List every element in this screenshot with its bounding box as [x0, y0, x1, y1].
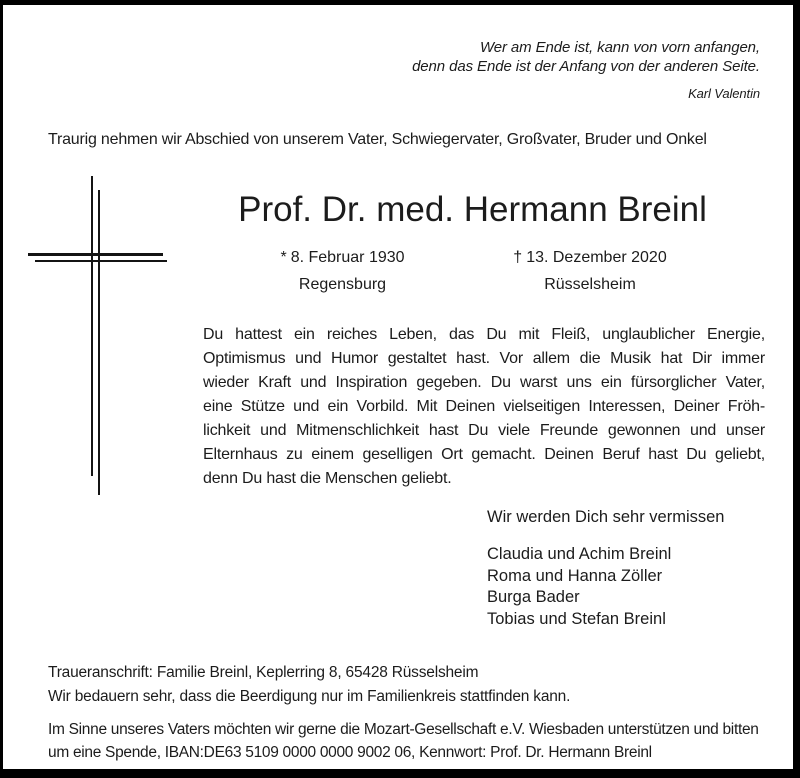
birth-info — [255, 244, 430, 298]
farewell-line: Wir werden Dich sehr vermissen — [487, 508, 725, 526]
died-symbol: † — [513, 249, 523, 266]
mourner-name: Tobias und Stefan Breinl — [487, 609, 666, 628]
mourner-name: Claudia und Achim Breinl — [487, 545, 672, 563]
eulogy-line: denn Du hast die Menschen geliebt. — [203, 470, 452, 487]
donation-line-2: um eine Spende, IBAN:DE63 5109 0000 0000 9002 06, Kennwort: Prof. Dr. Hermann Breinl — [48, 743, 652, 761]
mourning-address: Traueranschrift: Familie Breinl, Keplerring 8, 65428 Rüsselsheim — [48, 664, 479, 681]
eulogy-line: Optimismus und Humor gestaltet hast. Vor allem die Musik hat Dir immer — [203, 350, 765, 367]
donation-block — [48, 719, 759, 764]
epigraph-attribution: Karl Valentin — [688, 86, 760, 101]
mourning-address-block — [48, 661, 570, 709]
eulogy-line: wieder Kraft und Inspiration gegeben. Du warst uns ein fürsorglicher Vater, — [203, 374, 765, 391]
mourners-list — [487, 544, 671, 630]
deceased-name: Prof. Dr. med. Hermann Breinl — [238, 190, 707, 229]
cross-horizontal-bar — [35, 260, 167, 262]
birth-date: 8. Februar 1930 — [290, 249, 405, 266]
born-symbol: * — [280, 249, 287, 266]
death-place: Rüsselsheim — [544, 276, 636, 293]
eulogy-line: Du hattest ein reiches Leben, das Du mit Fleiß, unglaublicher Energie, — [203, 326, 765, 343]
cross-horizontal-bar — [28, 253, 163, 256]
eulogy-paragraph — [203, 323, 765, 491]
funeral-note: Wir bedauern sehr, dass die Beerdigung nur im Familienkreis stattfinden kann. — [48, 688, 571, 705]
cross-vertical-bar — [98, 190, 100, 495]
epigraph-line-2: denn das Ende ist der Anfang von der anderen Seite. — [412, 58, 760, 75]
death-date-line — [490, 244, 690, 271]
mourner-name: Burga Bader — [487, 588, 580, 606]
epigraph — [412, 38, 760, 103]
donation-line-1: Im Sinne unseres Vaters möchten wir gerne die Mozart-Gesellschaft e.V. Wiesbaden unterstützen und bitten — [48, 721, 759, 738]
birth-date-line — [255, 244, 430, 271]
eulogy-line: Elternhaus zu einem geselligen Ort gemacht. Deinen Beruf hast Du geliebt, — [203, 446, 765, 463]
death-info — [490, 244, 690, 298]
cross-vertical-bar — [91, 176, 93, 476]
eulogy-line: eine Stütze und ein Vorbild. Mit Deinen vielseitigen Interessen, Deiner Fröh- — [203, 398, 765, 415]
birth-place: Regensburg — [298, 276, 387, 293]
mourner-name: Roma und Hanna Zöller — [487, 566, 663, 585]
intro-line: Traurig nehmen wir Abschied von unserem Vater, Schwiegervater, Großvater, Bruder und Onkel — [48, 131, 707, 148]
eulogy-line: lichkeit und Mitmenschlichkeit hast Du viele Freunde gewonnen und unser — [203, 422, 765, 439]
death-date: 13. Dezember 2020 — [526, 249, 667, 266]
epigraph-line-1: Wer am Ende ist, kann von vorn anfangen, — [479, 39, 760, 56]
